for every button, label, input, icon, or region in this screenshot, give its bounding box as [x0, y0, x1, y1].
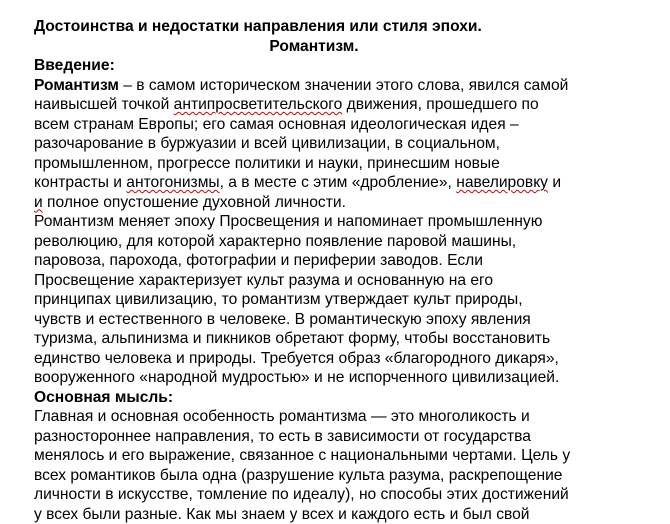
paragraph-line: личности в искусстве, томление по идеалу), но способы этих достижений: [34, 486, 569, 504]
paragraph-line: революцию, для которой характерно появление паровой машины,: [34, 232, 517, 250]
term-romanticism: Романтизм: [34, 76, 119, 94]
paragraph-line: всех романтиков была одна (разрушение культа разума, раскрепощение: [34, 466, 563, 484]
paragraph-line: разностороннее направления, то есть в зависимости от государства: [34, 427, 531, 445]
paragraph-line: чувств и естественного в человеке. В романтическую эпоху явления: [34, 310, 531, 328]
intro-line: [34, 95, 639, 115]
paragraph-line: принципах цивилизацию, то романтизм утверждает культ природы,: [34, 291, 523, 309]
document-title: Достоинства и недостатки направления или стиля эпохи.: [34, 18, 482, 35]
intro-line: [34, 193, 639, 213]
paragraph-line: менялось и его выражение, связанное с национальными чертами. Цель у: [34, 447, 571, 465]
intro-text: , а в месте с этим «дробление»,: [219, 174, 457, 192]
heading-introduction: Введение:: [34, 57, 115, 75]
heading-main-idea: Основная мысль:: [34, 388, 174, 406]
intro-text: движения, прошедшего по: [342, 96, 539, 114]
intro-text: наивысшей точкой: [34, 96, 174, 114]
intro-text: контрасты и: [34, 174, 127, 192]
paragraph-line: единство человека и природы. Требуется образ «благородного дикаря»,: [34, 349, 559, 367]
paragraph-line: вооруженного «народной мудростью» и не испорченного цивилизацией.: [34, 369, 560, 387]
spellcheck-flagged-word: антогонизмы: [126, 174, 220, 192]
paragraph-line: у всех были разные. Как мы знаем у всех и каждого есть и был свой: [34, 505, 530, 523]
paragraph-line: туризма, альпинизма и пикников обретают форму, чтобы восстановить: [34, 330, 551, 348]
paragraph-line: Романтизм меняет эпоху Просвещения и напоминает промышленную: [34, 213, 543, 231]
intro-text: и: [547, 174, 562, 192]
document-page: [34, 17, 639, 524]
intro-line: разочарование в буржуазии и всей цивилизации, в социальном,: [34, 135, 500, 153]
paragraph-line: Главная и основная особенность романтизма — это многоликость и: [34, 408, 530, 426]
document-subtitle: Романтизм.: [269, 37, 359, 55]
intro-line: [34, 173, 639, 193]
spellcheck-flagged-word: навелировку: [456, 174, 548, 192]
paragraph-line: паровоза, парохода, фотографии и периферии заводов. Если: [34, 252, 483, 270]
paragraph-line: Просвещение характеризует культ разума и основанную на его: [34, 271, 494, 289]
intro-text: – в самом историческом значении этого слова, явился самой: [118, 76, 569, 94]
intro-line: всем странам Европы; его самая основная идеологическая идея –: [34, 115, 519, 133]
intro-text: полное опустошение духовной личности.: [42, 193, 346, 211]
spellcheck-flagged-word: антипросветительского: [173, 96, 343, 114]
intro-line: [34, 76, 639, 96]
spellcheck-flagged-word: и: [34, 193, 43, 211]
intro-line: промышленном, прогрессе политики и науки, принесшим новые: [34, 154, 500, 172]
